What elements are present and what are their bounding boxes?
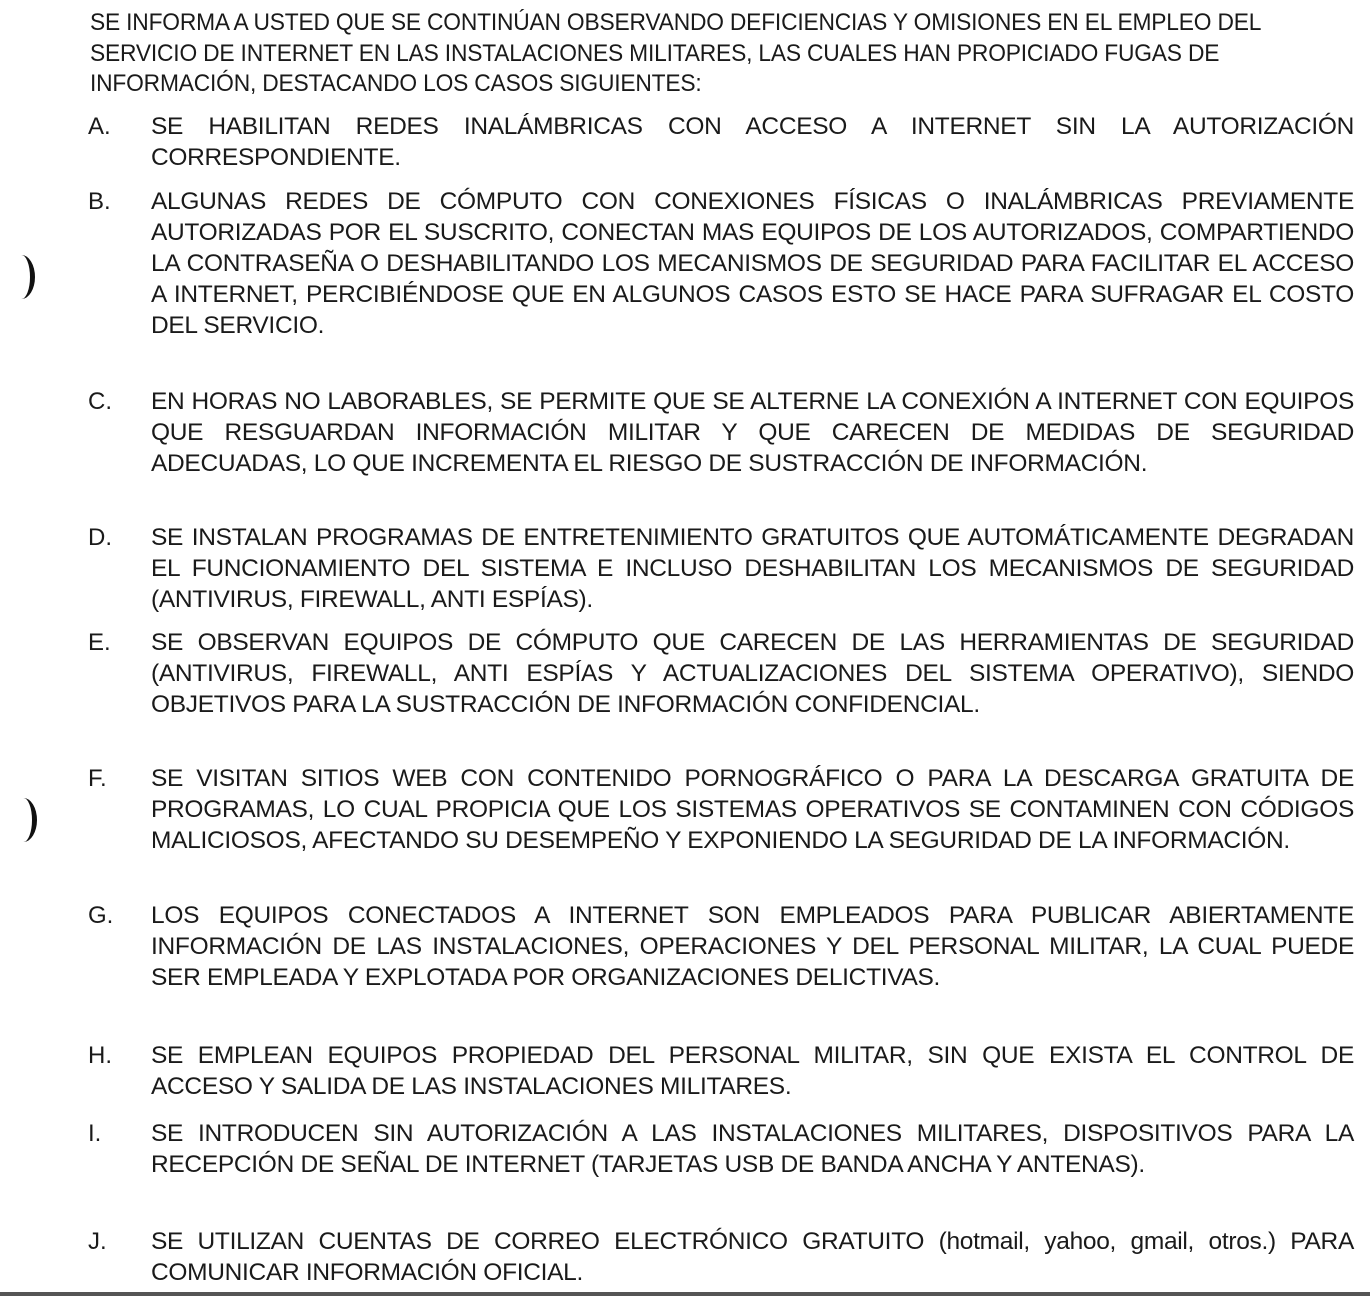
item-text: EN HORAS NO LABORABLES, SE PERMITE QUE SE ALTERNE LA CONEXIÓN A INTERNET CON EQUIPOS QUE RESGUARDAN INFORMACIÓN MILITAR Y QUE CARECEN DE MEDIDAS DE SEGURIDAD ADECUADAS, LO QUE INCREMENTA EL RIESGO DE SUSTRACCIÓN DE INFORMACIÓN. xyxy=(151,388,1354,477)
item-text: SE UTILIZAN CUENTAS DE CORREO ELECTRÓNICO GRATUITO (hotmail, yahoo, gmail, otros.) PARA COMUNICAR INFORMACIÓN OFICIAL. xyxy=(151,1228,1354,1286)
item-text: SE OBSERVAN EQUIPOS DE CÓMPUTO QUE CARECEN DE LAS HERRAMIENTAS DE SEGURIDAD (ANTIVIRUS, FIREWALL, ANTI ESPÍAS Y ACTUALIZACIONES DEL SISTEMA OPERATIVO), SIENDO OBJETIVOS PARA LA SUSTRACCIÓN DE INFORMACIÓN CONFIDENCIAL. xyxy=(151,629,1354,718)
binder-hole-mark-icon xyxy=(10,798,37,842)
item-letter: H. xyxy=(88,1042,112,1069)
item-letter: J. xyxy=(88,1228,107,1255)
item-text: ALGUNAS REDES DE CÓMPUTO CON CONEXIONES FÍSICAS O INALÁMBRICAS PREVIAMENTE AUTORIZADAS POR EL SUSCRITO, CONECTAN MAS EQUIPOS DE LOS AUTORIZADOS, COMPARTIENDO LA CONTRASEÑA O DESHABILITANDO LOS MECANISMOS DE SEGURIDAD PARA FACILITAR EL ACCESO A INTERNET, PERCIBIÉNDOSE QUE EN ALGUNOS CASOS ESTO SE HACE PARA SUFRAGAR EL COSTO DEL SERVICIO. xyxy=(151,188,1354,339)
page-bottom-edge xyxy=(0,1292,1370,1296)
item-text: SE HABILITAN REDES INALÁMBRICAS CON ACCESO A INTERNET SIN LA AUTORIZACIÓN CORRESPONDIENTE. xyxy=(151,113,1354,171)
item-letter: B. xyxy=(88,188,111,215)
binder-hole-mark-icon xyxy=(8,255,35,299)
item-text: SE EMPLEAN EQUIPOS PROPIEDAD DEL PERSONAL MILITAR, SIN QUE EXISTA EL CONTROL DE ACCESO Y SALIDA DE LAS INSTALACIONES MILITARES. xyxy=(151,1042,1354,1100)
item-letter: F. xyxy=(88,765,107,792)
item-letter: C. xyxy=(88,388,112,415)
intro-paragraph: SE INFORMA A USTED QUE SE CONTINÚAN OBSERVANDO DEFICIENCIAS Y OMISIONES EN EL EMPLEO DEL SERVICIO DE INTERNET EN LAS INSTALACIONES MILITARES, LAS CUALES HAN PROPICIADO FUGAS DE INFORMACIÓN, DESTACANDO LOS CASOS SIGUIENTES: xyxy=(90,9,1261,97)
item-letter: I. xyxy=(88,1120,102,1147)
item-letter: A. xyxy=(88,113,111,140)
item-text: LOS EQUIPOS CONECTADOS A INTERNET SON EMPLEADOS PARA PUBLICAR ABIERTAMENTE INFORMACIÓN DE LAS INSTALACIONES, OPERACIONES Y DEL PERSONAL MILITAR, LA CUAL PUEDE SER EMPLEADA Y EXPLOTADA POR ORGANIZACIONES DELICTIVAS. xyxy=(151,902,1354,991)
item-letter: G. xyxy=(88,902,114,929)
item-letter: D. xyxy=(88,524,112,551)
item-text: SE INSTALAN PROGRAMAS DE ENTRETENIMIENTO GRATUITOS QUE AUTOMÁTICAMENTE DEGRADAN EL FUNCIONAMIENTO DEL SISTEMA E INCLUSO DESHABILITAN LOS MECANISMOS DE SEGURIDAD (ANTIVIRUS, FIREWALL, ANTI ESPÍAS). xyxy=(151,524,1354,613)
item-text: SE VISITAN SITIOS WEB CON CONTENIDO PORNOGRÁFICO O PARA LA DESCARGA GRATUITA DE PROGRAMAS, LO CUAL PROPICIA QUE LOS SISTEMAS OPERATIVOS SE CONTAMINEN CON CÓDIGOS MALICIOSOS, AFECTANDO SU DESEMPEÑO Y EXPONIENDO LA SEGURIDAD DE LA INFORMACIÓN. xyxy=(151,765,1354,854)
item-letter: E. xyxy=(88,629,111,656)
item-text: SE INTRODUCEN SIN AUTORIZACIÓN A LAS INSTALACIONES MILITARES, DISPOSITIVOS PARA LA RECEPCIÓN DE SEÑAL DE INTERNET (TARJETAS USB DE BANDA ANCHA Y ANTENAS). xyxy=(151,1120,1354,1178)
